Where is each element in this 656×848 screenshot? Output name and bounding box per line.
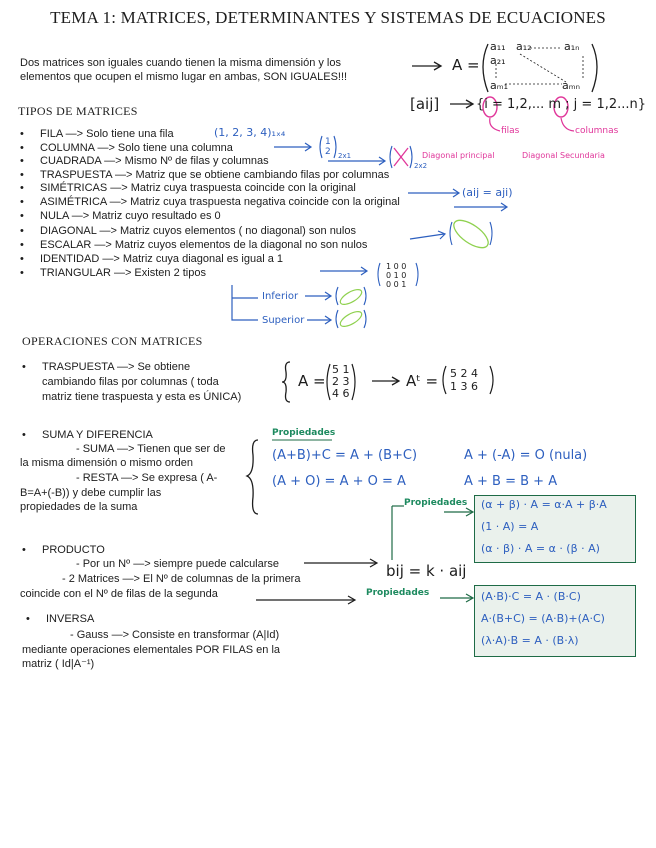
suma-line-5: propiedades de la suma: [20, 501, 138, 513]
tipo-fila: • FILA —> Solo tiene una fila: [40, 127, 174, 141]
intro-line-1: Dos matrices son iguales cuando tienen la misma dimensión y los: [20, 57, 341, 69]
suma-title: • SUMA Y DIFERENCIA: [42, 428, 153, 442]
tipo-cuadrada: • CUADRADA —> Mismo Nº de filas y columnas: [40, 154, 269, 168]
traspuesta-a-row-2: 2 3: [332, 375, 350, 388]
columna-example-bottom: 2: [325, 147, 331, 157]
traspuesta-at-row-2: 1 3 6: [450, 380, 478, 393]
tipo-escalar: • ESCALAR —> Matriz cuyos elementos de la diagonal no son nulos: [40, 238, 367, 252]
tipo-diagonal: • DIAGONAL —> Matriz cuyos elementos ( no diagonal) son nulos: [40, 224, 356, 238]
producto-propiedades-label-2: Propiedades: [366, 588, 430, 598]
producto-line-1: - Por un Nº —> siempre puede calcularse: [76, 558, 280, 570]
propiedades-box-1: [474, 495, 636, 563]
suma-prop-opuesto: A + (-A) = O (nula): [464, 448, 588, 463]
tipos-heading: TIPOS DE MATRICES: [18, 104, 138, 118]
cuadrada-example-dim: 2x2: [414, 162, 428, 170]
suma-prop-conmutativa: A + B = B + A: [464, 474, 558, 489]
producto-title: • PRODUCTO: [42, 543, 105, 557]
columna-example-dim: 2x1: [338, 152, 352, 160]
prop2-item-3: (λ·A)·B = A · (B·λ): [481, 634, 579, 647]
tipo-asimetrica: • ASIMÉTRICA —> Matriz cuya traspuesta negativa coincide con la original: [40, 195, 400, 209]
propiedades-box-2: [474, 585, 636, 657]
suma-line-4: B=A+(-B)) y debe cumplir las: [20, 487, 162, 499]
matrix-am1: aₘ₁: [490, 79, 509, 92]
tipo-simetricas: • SIMÉTRICAS —> Matriz cuya traspuesta coincide con la original: [40, 181, 356, 195]
diagonal-secundaria-label: Diagonal Secundaria: [522, 151, 605, 160]
traspuesta-a-label: A =: [298, 372, 326, 390]
suma-line-2: la misma dimensión o mismo orden: [20, 457, 194, 469]
matrix-a-label: A =: [452, 56, 480, 74]
matrix-a11: a₁₁: [490, 40, 506, 53]
producto-formula: bij = k · aij: [386, 562, 467, 580]
producto-line-2: - 2 Matrices —> El Nº de columnas de la primera: [62, 573, 301, 585]
identidad-row-3: 0 0 1: [386, 280, 407, 289]
tipo-columna: • COLUMNA —> Solo tiene una columna: [40, 141, 233, 155]
producto-propiedades-label-1: Propiedades: [404, 498, 468, 508]
traspuesta-a-row-3: 4 6: [332, 387, 350, 400]
inversa-title: • INVERSA: [46, 612, 94, 626]
prop1-item-3: (α · β) · A = α · (β · A): [481, 542, 600, 555]
tipo-nula: • NULA —> Matriz cuyo resultado es 0: [40, 209, 221, 223]
tipo-triangular: • TRIANGULAR —> Existen 2 tipos: [40, 266, 206, 280]
operaciones-heading: OPERACIONES CON MATRICES: [22, 334, 203, 348]
traspuesta-line-2: cambiando filas por columnas ( toda: [42, 376, 219, 388]
prop2-item-1: (A·B)·C = A · (B·C): [481, 590, 581, 603]
page-title: TEMA 1: MATRICES, DETERMINANTES Y SISTEMAS DE ECUACIONES: [50, 8, 606, 27]
matrix-amn: aₘₙ: [562, 79, 580, 92]
superior-label: Superior: [262, 315, 305, 326]
suma-propiedades-label: Propiedades: [272, 428, 336, 438]
identidad-row-1: 1 0 0: [386, 262, 407, 271]
columna-example-top: 1: [325, 137, 331, 147]
inversa-line-1: - Gauss —> Consiste en transformar (A|Id): [70, 629, 280, 641]
simetrica-example: (aij = aji): [462, 186, 513, 199]
prop1-item-1: (α + β) · A = α·A + β·A: [481, 498, 607, 511]
tipo-traspuesta: • TRASPUESTA —> Matriz que se obtiene cambiando filas por columnas: [40, 168, 389, 182]
columnas-label: columnas: [575, 126, 619, 136]
index-set: {i = 1,2,... m ; j = 1,2...n}: [476, 97, 647, 112]
inversa-line-3: matriz ( Id|A⁻¹): [22, 658, 95, 670]
fila-example: (1, 2, 3, 4)₁ₓ₄: [214, 126, 286, 139]
traspuesta-a-row-1: 5 1: [332, 363, 350, 376]
inversa-line-2: mediante operaciones elementales POR FILAS en la: [22, 644, 281, 656]
prop2-item-2: A·(B+C) = (A·B)+(A·C): [481, 612, 605, 625]
suma-line-1: - SUMA —> Tienen que ser de: [76, 443, 226, 455]
diagonal-principal-label: Diagonal principal: [422, 151, 495, 160]
traspuesta-line-1: • TRASPUESTA —> Se obtiene: [42, 360, 190, 374]
inferior-label: Inferior: [262, 291, 299, 302]
matrix-a12: a₁₂: [516, 40, 532, 53]
matrix-a1n: a₁ₙ: [564, 40, 580, 53]
tipo-identidad: • IDENTIDAD —> Matriz cuya diagonal es igual a 1: [40, 252, 283, 266]
aij-notation: [aij]: [410, 95, 440, 113]
suma-line-3: - RESTA —> Se expresa ( A-: [76, 472, 218, 484]
traspuesta-at-label: Aᵗ =: [406, 372, 439, 390]
intro-line-2: elementos que ocupen el mismo lugar en ambas, SON IGUALES!!!: [20, 71, 348, 83]
matrix-a21: a₂₁: [490, 54, 506, 67]
identidad-row-2: 0 1 0: [386, 271, 407, 280]
suma-prop-neutro: (A + O) = A + O = A: [272, 474, 406, 489]
producto-line-3: coincide con el Nº de filas de la segunda: [20, 588, 218, 600]
traspuesta-at-row-1: 5 2 4: [450, 367, 478, 380]
traspuesta-line-3: matriz tiene traspuesta y esta es ÚNICA): [42, 391, 242, 403]
suma-prop-asociativa: (A+B)+C = A + (B+C): [272, 448, 418, 463]
prop1-item-2: (1 · A) = A: [481, 520, 539, 533]
filas-label: filas: [501, 126, 520, 136]
